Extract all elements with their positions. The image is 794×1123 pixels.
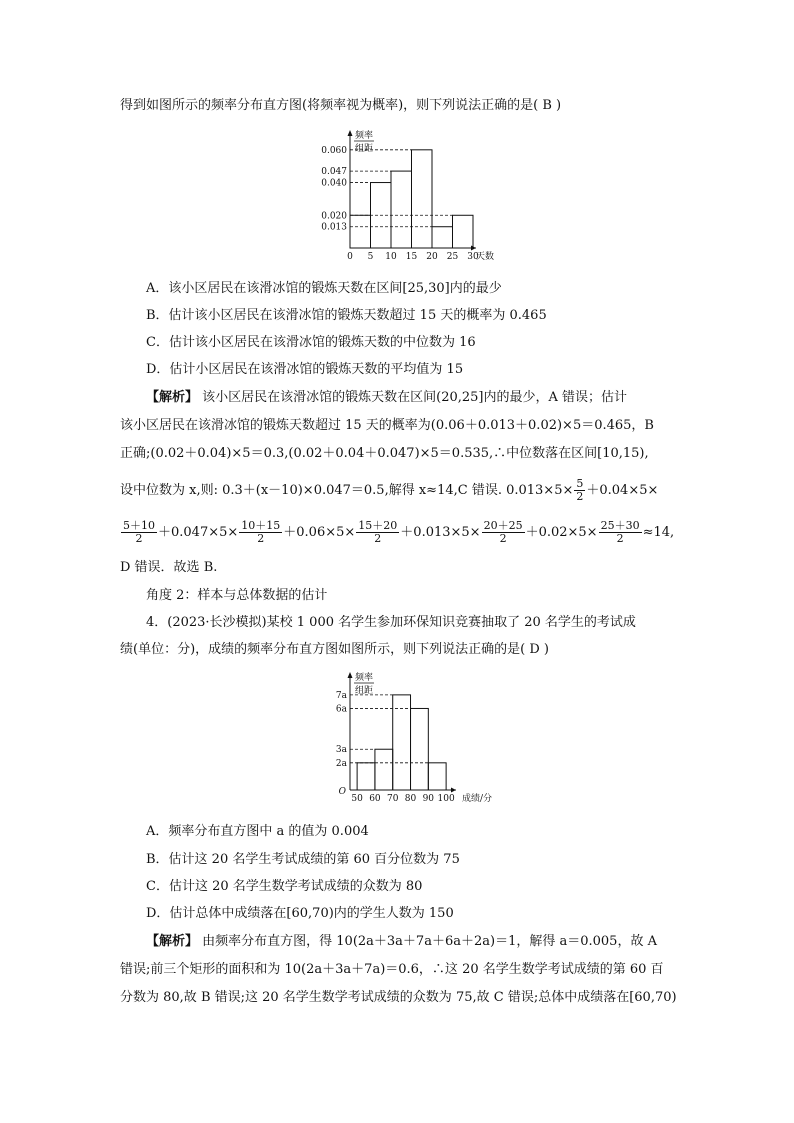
q3-analysis-term: ＋0.013×5× [400, 525, 481, 540]
y-tick-label: 0.020 [321, 211, 347, 222]
fraction-denominator: 2 [135, 532, 143, 545]
x-tick-label: 100 [437, 794, 455, 804]
q3-analysis-line4 [120, 478, 658, 503]
q4-stem-line1: 4．(2023·长沙模拟)某校 1 000 名学生参加环保知识竞赛抽取了 20 名学生的考试成 [146, 615, 636, 630]
y-axis-label-bottom: 组距 [355, 144, 374, 154]
y-axis-label-bottom: 组距 [355, 686, 374, 696]
x-tick-label: 5 [367, 252, 374, 262]
q4-analysis-line2: 错误;前三个矩形的面积和为 10(2a＋3a＋7a)＝0.6，∴这 20 名学生数学考试成绩的第 60 百 [120, 962, 664, 977]
q4-option-a: A．频率分布直方图中 a 的值为 0.004 [146, 824, 369, 839]
x-axis-label: 天数 [476, 252, 495, 262]
q4-analysis-line3: 分数为 80,故 B 错误;这 20 名学生数学考试成绩的众数为 75,故 C 错误;总体中成绩落在[60,70) [120, 990, 677, 1005]
q3-analysis-text4a: 设中位数为 x,则: 0.3＋(x－10)×0.047＝0.5,解得 x≈14,C 错误. 0.013×5× [120, 483, 574, 498]
y-tick-label: 6a [335, 704, 347, 715]
fraction-denominator: 2 [374, 532, 382, 545]
x-tick-label: 80 [404, 794, 417, 804]
q3-option-d: D．估计小区居民在该滑冰馆的锻炼天数的平均值为 15 [146, 362, 464, 377]
histogram-bar [391, 171, 412, 248]
fraction-numerator: 15＋20 [358, 519, 398, 532]
y-axis-label-top: 频率 [355, 131, 374, 141]
y-tick-label: 3a [335, 745, 347, 756]
y-axis-label-top: 频率 [355, 673, 374, 683]
y-tick-label: 0.040 [321, 178, 347, 189]
fraction [599, 520, 642, 545]
x-tick-label: 90 [422, 794, 435, 804]
x-tick-label: 60 [369, 794, 381, 804]
histogram-bar [411, 708, 429, 790]
q3-analysis-line5 [120, 520, 674, 545]
q4-option-c: C．估计这 20 名学生数学考试成绩的众数为 80 [146, 879, 423, 894]
q4-option-b: B．估计这 20 名学生考试成绩的第 60 百分位数为 75 [146, 852, 460, 867]
x-tick-label: 30 [467, 252, 479, 262]
q3-analysis-line6: D 错误．故选 B. [120, 560, 218, 575]
histogram-bar [393, 695, 411, 790]
origin-label: O [338, 787, 346, 797]
y-tick-label: 0.013 [321, 222, 347, 233]
y-tick-label: 0.047 [321, 167, 347, 178]
q3-option-a: A．该小区居民在该滑冰馆的锻炼天数在区间[25,30]内的最少 [146, 281, 502, 296]
histogram-bar [428, 763, 446, 790]
fraction [121, 520, 157, 545]
q3-analysis-line1 [146, 388, 627, 408]
y-tick-label: 2a [335, 758, 347, 769]
q3-analysis-line3: 正确;(0.02＋0.04)×5＝0.3,(0.02＋0.04＋0.047)×5＝0.535,∴中位数落在区间[10,15), [120, 446, 649, 461]
y-tick-label: 7a [335, 690, 347, 701]
histogram-bar [432, 227, 453, 248]
x-tick-label: 15 [405, 252, 418, 262]
q3-option-c: C．估计该小区居民在该滑冰馆的锻炼天数的中位数为 16 [146, 335, 476, 350]
fraction-numerator: 20＋25 [483, 519, 523, 532]
q3-analysis-text4b: ＋0.04×5× [586, 483, 659, 498]
fraction-denominator: 2 [576, 490, 584, 503]
fraction [574, 478, 585, 503]
q4-option-d: D．估计总体中成绩落在[60,70)内的学生人数为 150 [146, 906, 454, 921]
q3-option-b: B．估计该小区居民在该滑冰馆的锻炼天数超过 15 天的概率为 0.465 [146, 308, 547, 323]
histogram-bar [375, 749, 393, 790]
x-tick-label: 50 [351, 794, 363, 804]
y-axis-arrow [348, 672, 353, 678]
x-tick-label: 25 [446, 252, 459, 262]
histogram-bar [350, 215, 371, 248]
fraction-numerator: 5＋10 [123, 519, 155, 532]
x-tick-label: 20 [426, 252, 438, 262]
q3-analysis-term: ＋0.06×5× [283, 525, 356, 540]
fraction-numerator: 5 [576, 477, 584, 490]
histogram-bar [357, 763, 375, 790]
q4-analysis-text1: 由频率分布直方图，得 10(2a＋3a＋7a＋6a＋2a)＝1，解得 a＝0.005，故 A [198, 934, 657, 949]
histogram-bar [412, 150, 433, 248]
x-axis-label: 成绩/分 [462, 794, 493, 804]
histogram-training-days [316, 126, 512, 270]
intro-line: 得到如图所示的频率分布直方图(将频率视为概率)，则下列说法正确的是( B ) [120, 98, 562, 113]
x-tick-label: 10 [385, 252, 397, 262]
q3-analysis-term: ≈14, [642, 525, 675, 540]
fraction-denominator: 2 [257, 532, 265, 545]
section-title: 角度 2：样本与总体数据的估计 [146, 588, 328, 603]
analysis-tag: 【解析】 [146, 390, 199, 405]
fraction [239, 520, 282, 545]
x-axis-arrow [451, 788, 456, 793]
q3-analysis-text1: 该小区居民在该滑冰馆的锻炼天数在区间(20,25]内的最少，A 错误；估计 [198, 390, 628, 405]
q4-analysis-line1 [146, 932, 657, 952]
fraction-denominator: 2 [499, 532, 507, 545]
q3-analysis-term: ＋0.047×5× [158, 525, 239, 540]
fraction [356, 520, 399, 545]
q3-analysis-line2: 该小区居民在该滑冰馆的锻炼天数超过 15 天的概率为(0.06＋0.013＋0.02)×5＝0.465，B [120, 418, 654, 433]
x-tick-label: 0 [347, 252, 353, 262]
q3-analysis-term: ＋0.02×5× [525, 525, 598, 540]
y-axis-arrow [348, 130, 353, 136]
fraction-numerator: 25＋30 [600, 519, 640, 532]
analysis-tag: 【解析】 [146, 934, 199, 949]
fraction-numerator: 10＋15 [241, 519, 281, 532]
x-tick-label: 70 [386, 794, 399, 804]
histogram-bar [453, 215, 474, 248]
q4-stem-line2: 绩(单位：分)，成绩的频率分布直方图如图所示，则下列说法正确的是( D ) [120, 642, 549, 657]
fraction-denominator: 2 [616, 532, 624, 545]
y-tick-label: 0.060 [321, 145, 347, 156]
histogram-exam-scores [328, 668, 524, 812]
fraction [482, 520, 525, 545]
